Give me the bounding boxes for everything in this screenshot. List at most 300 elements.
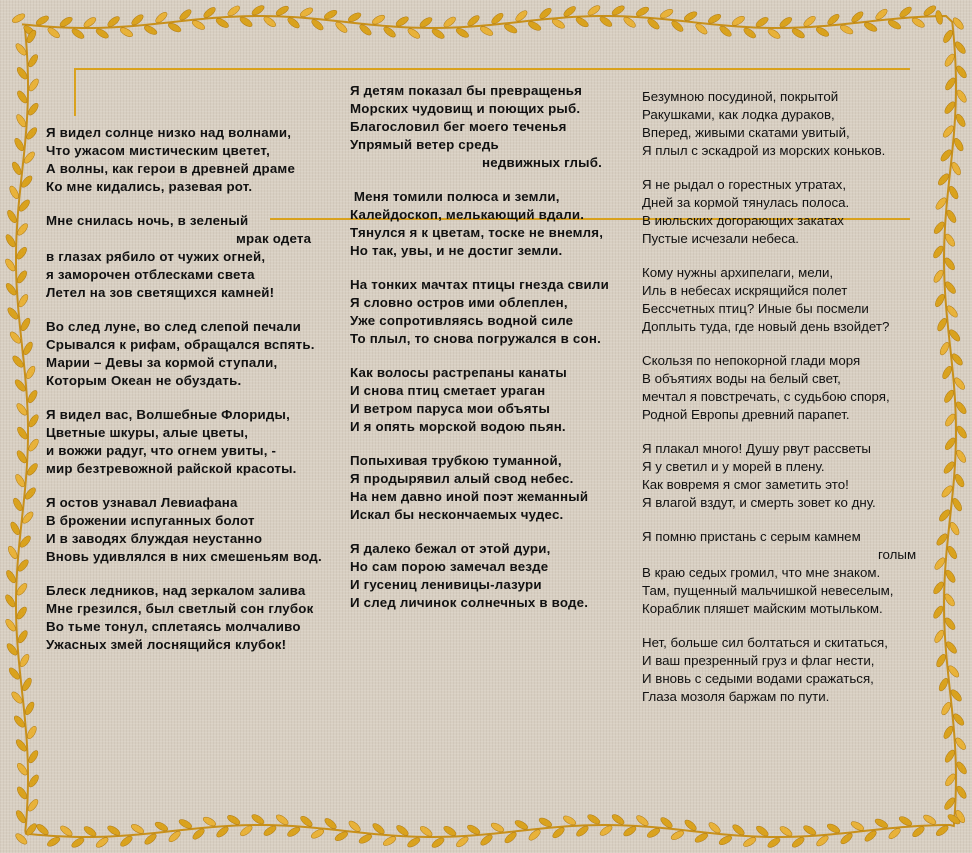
poem-line: Я влагой вздут, и смерть зовет ко дну. <box>642 495 876 510</box>
poem-line: мечтал я повстречать, с судьбою споря, <box>642 389 890 404</box>
leaf <box>943 796 957 811</box>
leaf <box>24 822 38 837</box>
leaf <box>70 836 85 849</box>
leaf <box>944 76 957 91</box>
poem-line: мир безтревожной райской красоты. <box>46 461 297 476</box>
leaf <box>154 10 169 24</box>
leaf <box>952 712 966 727</box>
poem-line: Блеск ледников, над зеркалом залива <box>46 583 306 598</box>
stanza <box>642 634 942 706</box>
stanza <box>642 528 942 618</box>
poem-line: Тянулся я к цветам, тоске не внемля, <box>350 225 604 240</box>
leaf <box>755 824 770 838</box>
leaf <box>6 306 20 321</box>
leaf <box>18 653 31 668</box>
poem-line: Мне снилась ночь, в зеленый <box>46 213 249 228</box>
leaf <box>946 545 959 560</box>
leaf <box>59 15 74 28</box>
poem-line: Я словно остров ими облеплен, <box>350 295 568 310</box>
stanza <box>350 188 640 260</box>
leaf <box>238 15 253 28</box>
poem-line: Я не рыдал о горестных утратах, <box>642 177 847 192</box>
decorative-top-rule <box>74 68 910 70</box>
poem-line: Я детям показал бы превращенья <box>350 83 583 98</box>
leaf <box>538 816 553 828</box>
leaf <box>742 836 757 849</box>
leaf <box>839 832 854 846</box>
leaf <box>791 836 806 849</box>
poem-line: Скользя по непокорной глади моря <box>642 353 861 368</box>
leaf <box>694 22 709 36</box>
leaf <box>27 77 40 92</box>
leaf <box>659 816 674 830</box>
leaf <box>286 825 301 838</box>
leaf <box>670 829 685 841</box>
leaf <box>323 817 338 831</box>
leaf <box>598 15 613 28</box>
leaf <box>945 209 958 224</box>
leaf <box>942 29 955 44</box>
leaf <box>898 5 913 19</box>
leaf <box>948 521 960 536</box>
leaf <box>4 233 17 248</box>
leaf <box>503 831 518 845</box>
leaf <box>951 497 963 512</box>
leaf <box>371 822 386 836</box>
leaf <box>358 833 373 845</box>
leaf <box>418 16 433 29</box>
leaf <box>13 378 27 393</box>
leaf <box>562 5 577 19</box>
leaf <box>275 4 290 17</box>
leaf <box>262 824 277 837</box>
stanza <box>350 540 640 612</box>
leaf <box>13 137 26 152</box>
leaf <box>586 4 601 17</box>
leaf <box>942 460 956 475</box>
leaf <box>694 832 709 844</box>
leaf <box>950 161 962 176</box>
poem-line: Я продырявил алый свод небес. <box>350 471 574 486</box>
leaf <box>911 16 926 29</box>
leaf <box>15 246 28 261</box>
leaf <box>382 25 397 39</box>
poem-line: Срывался к рифам, обращался вспять. <box>46 337 315 352</box>
leaf <box>954 736 968 751</box>
leaf <box>15 113 28 128</box>
leaf <box>20 174 34 189</box>
poem-line: Безумною посудиной, покрытой <box>642 89 839 104</box>
leaf <box>943 256 956 271</box>
poem-line: Мне грезился, был светлый сон глубок <box>46 601 314 616</box>
leaf <box>953 473 966 488</box>
leaf <box>14 42 28 57</box>
leaf <box>551 826 566 840</box>
leaf <box>250 4 265 17</box>
leaf <box>815 834 830 848</box>
leaf <box>941 124 955 139</box>
leaf <box>948 328 962 343</box>
poem-line: Как волосы растрепаны канаты <box>350 365 567 380</box>
leaf <box>7 545 19 560</box>
leaf <box>850 10 865 24</box>
leaf <box>215 825 230 839</box>
leaf <box>466 823 481 836</box>
leaf <box>766 27 781 40</box>
leaf <box>955 64 968 79</box>
leaf <box>815 26 830 39</box>
leaf <box>5 642 19 657</box>
leaf <box>514 9 529 23</box>
leaf <box>15 762 29 777</box>
poem-line: недвижных глыб. <box>482 155 603 170</box>
leaf <box>942 725 955 740</box>
poem-line: Дней за кормой тянулась полоса. <box>642 195 850 210</box>
leaf <box>718 834 733 846</box>
leaf <box>898 815 913 828</box>
decorative-left-rule <box>74 68 76 116</box>
stanza <box>46 494 351 566</box>
poem-line: Я плакал много! Душу рвут рассветы <box>642 441 871 456</box>
leaf <box>7 666 21 681</box>
leaf <box>874 817 889 829</box>
stanza <box>46 124 351 196</box>
poem-line: Глаза мозоля баржам по пути. <box>642 689 830 704</box>
leaf <box>130 823 145 836</box>
leaf <box>15 269 28 284</box>
poem-line: Но сам порою замечал везде <box>350 559 549 574</box>
leaf <box>167 830 182 844</box>
leaf <box>944 412 957 427</box>
leaf <box>22 24 37 38</box>
leaf <box>27 773 40 788</box>
leaf <box>4 257 17 272</box>
leaf <box>419 825 434 838</box>
poem-line: И ваш презренный груз и флаг нести, <box>642 653 875 668</box>
leaf <box>953 376 967 391</box>
leaf <box>479 833 494 847</box>
leaf <box>953 40 967 55</box>
leaf <box>4 282 18 297</box>
leaf <box>10 690 24 705</box>
leaf <box>395 824 410 838</box>
poem-line: Что ужасом мистическим цветет, <box>46 143 271 158</box>
poem-line: Вновь удивлялся в них смешеньям вод. <box>46 549 322 564</box>
poem-line: Ракушками, как лодка дураков, <box>642 107 835 122</box>
leaf <box>646 17 661 31</box>
leaf <box>611 813 626 826</box>
poem-line: Калейдоскоп, мелькающий вдали. <box>350 207 585 222</box>
leaf <box>5 569 18 584</box>
poem-line: Меня томили полюса и земли, <box>350 189 560 204</box>
leaf <box>95 836 110 849</box>
leaf <box>943 389 956 404</box>
leaf <box>874 7 889 21</box>
leaf <box>334 20 349 34</box>
leaf <box>59 824 74 838</box>
leaf <box>26 798 40 813</box>
leaf <box>551 17 566 30</box>
leaf <box>27 102 41 117</box>
poem-line: Которым Океан не обуздать. <box>46 373 242 388</box>
leaf <box>15 449 28 464</box>
leaf <box>95 27 110 40</box>
leaf <box>191 827 206 841</box>
leaf <box>951 16 965 31</box>
poem-line: Кораблик пляшет майским мотыльком. <box>642 601 883 616</box>
poem-line: Доплыть туда, где новый день взойдет? <box>642 319 890 334</box>
leaf <box>22 341 34 356</box>
poem-line: Я у светил и у морей в плену. <box>642 459 825 474</box>
poem-line: И гусениц ленивицы-лазури <box>350 577 542 592</box>
leaf <box>16 558 30 573</box>
leaf <box>586 813 601 826</box>
leaf <box>635 814 650 828</box>
leaf <box>955 89 968 104</box>
poem-line: Я видел вас, Волшебные Флориды, <box>46 407 290 422</box>
poem-column-1 <box>46 124 351 654</box>
leaf <box>299 6 314 19</box>
leaf <box>35 823 50 837</box>
leaf <box>575 16 590 29</box>
leaf <box>4 593 17 608</box>
leaf <box>731 823 746 837</box>
leaf <box>119 834 134 848</box>
poem-line: В брожении испуганных болот <box>46 513 255 528</box>
leaf <box>922 813 937 826</box>
leaf <box>262 15 277 29</box>
poem-column-2 <box>350 82 640 612</box>
leaf <box>275 813 290 827</box>
leaf <box>659 7 674 19</box>
leaf <box>490 821 505 833</box>
leaf <box>562 814 577 827</box>
leaf <box>106 824 121 837</box>
leaf <box>226 4 241 18</box>
poem-line: Морских чудовищ и поющих рыб. <box>350 101 581 116</box>
leaf <box>334 830 349 842</box>
leaf <box>442 824 457 837</box>
leaf <box>479 25 494 37</box>
leaf <box>954 809 967 824</box>
leaf <box>431 27 446 40</box>
leaf <box>802 824 817 837</box>
leaf <box>70 27 85 40</box>
poem-line: Уже сопротивляясь водной силе <box>350 313 574 328</box>
poem-line: Я помню пристань с серым камнем <box>642 529 861 544</box>
leaf <box>622 15 637 29</box>
leaf <box>310 18 325 32</box>
leaf <box>944 233 957 248</box>
poem-line: И след личинок солнечных в воде. <box>350 595 589 610</box>
poem-line: В объятиях воды на белый свет, <box>642 371 841 386</box>
poem-line: Кому нужны архипелаги, мели, <box>642 265 834 280</box>
leaf <box>955 449 968 464</box>
leaf <box>26 389 39 404</box>
leaf <box>954 113 967 128</box>
leaf <box>935 824 950 838</box>
leaf <box>4 618 17 633</box>
leaf <box>16 426 29 441</box>
poem-line: Я плыл с эскадрой из морских коньков. <box>642 143 886 158</box>
leaf <box>954 400 968 415</box>
poem-line: Искал бы нескончаемых чудес. <box>350 507 564 522</box>
leaf <box>953 137 965 152</box>
leaf <box>646 827 661 840</box>
leaf <box>943 749 956 764</box>
stanza <box>46 406 351 478</box>
leaf <box>21 510 35 525</box>
poem-line: И я опять морской водою пьян. <box>350 419 566 434</box>
poem-line: Бессчетных птиц? Иные бы посмели <box>642 301 869 316</box>
poem-line: Как вовремя я смог заметить это! <box>642 477 849 492</box>
poem-column-3 <box>642 88 942 706</box>
leaf <box>742 26 757 40</box>
poem-line: Марии – Девы за кормой ступали, <box>46 355 278 370</box>
leaf <box>26 725 39 740</box>
leaf <box>514 819 529 831</box>
leaf <box>778 15 793 29</box>
leaf <box>455 27 470 40</box>
leaf <box>950 352 964 367</box>
leaf <box>154 820 169 832</box>
poem-line: На тонких мачтах птицы гнезда свили <box>350 277 609 292</box>
leaf <box>15 402 29 417</box>
leaf <box>25 126 39 141</box>
poem-line: В краю седых громил, что мне знаком. <box>642 565 881 580</box>
leaf <box>26 462 40 477</box>
leaf <box>11 354 25 369</box>
stanza <box>350 364 640 436</box>
stanza <box>46 582 351 654</box>
leaf <box>19 317 31 332</box>
leaf <box>202 815 217 827</box>
leaf <box>944 280 958 295</box>
leaf <box>23 486 37 501</box>
leaf <box>944 772 957 787</box>
leaf <box>323 8 338 20</box>
poem-line: Цветные шкуры, алые цветы, <box>46 425 249 440</box>
stanza <box>46 318 351 390</box>
leaf <box>922 4 937 17</box>
leaf <box>430 836 445 849</box>
leaf <box>15 605 28 620</box>
leaf <box>14 809 27 824</box>
poem-line: На нем давно иной поэт жеманный <box>350 489 589 504</box>
leaf <box>731 14 746 27</box>
stanza <box>642 176 942 248</box>
leaf <box>8 330 22 345</box>
leaf <box>683 818 698 832</box>
leaf <box>949 688 963 703</box>
poem-line: Попыхивая трубкою туманной, <box>350 453 562 468</box>
leaf <box>683 10 698 22</box>
leaf <box>791 27 806 40</box>
leaf <box>826 12 841 26</box>
stanza <box>350 452 640 524</box>
leaf <box>839 23 854 35</box>
poem-line: И снова птиц сметает ураган <box>350 383 546 398</box>
poem-line: мрак одета <box>236 231 312 246</box>
leaf <box>23 701 35 716</box>
leaf <box>24 365 36 380</box>
leaf <box>887 18 902 31</box>
leaf <box>766 836 781 849</box>
leaf <box>707 821 722 835</box>
leaf <box>35 14 50 27</box>
leaf <box>455 835 470 849</box>
leaf <box>25 29 37 44</box>
leaf <box>940 484 954 499</box>
leaf <box>16 629 29 644</box>
leaf <box>11 161 23 176</box>
leaf <box>11 12 26 24</box>
leaf <box>599 824 614 837</box>
leaf <box>12 497 24 512</box>
leaf <box>215 17 230 30</box>
leaf <box>27 749 40 764</box>
poem-line: Во след луне, во след слепой печали <box>46 319 302 334</box>
leaf <box>943 616 957 631</box>
poem-line: и вожжи радуг, что огнем увиты, - <box>46 443 277 458</box>
poem-line: Иль в небесах искрящийся полет <box>642 283 848 298</box>
leaf <box>670 19 685 33</box>
poem-line: В июльских догорающих закатах <box>642 213 844 228</box>
leaf <box>490 11 505 25</box>
poem-line: И вновь с седыми водами сражаться, <box>642 671 874 686</box>
leaf <box>754 15 769 28</box>
leaf <box>802 14 817 28</box>
leaf <box>945 304 959 319</box>
leaf <box>15 66 29 81</box>
leaf <box>21 677 33 692</box>
leaf <box>955 785 968 800</box>
poem-line: Я далеко бежал от этой дури, <box>350 541 551 556</box>
leaf <box>27 413 40 428</box>
poem-line: Нет, больше сил болтаться и скитаться, <box>642 635 888 650</box>
leaf <box>538 6 553 20</box>
leaf <box>167 21 182 33</box>
leaf <box>130 13 145 27</box>
leaf <box>347 11 362 23</box>
leaf <box>27 438 40 453</box>
leaf <box>16 222 30 237</box>
leaf <box>347 819 362 833</box>
leaf <box>14 473 27 488</box>
leaf <box>143 24 158 36</box>
leaf <box>191 19 206 32</box>
poem-line: Благословил бег моего теченья <box>350 119 567 134</box>
leaf <box>943 592 956 607</box>
leaf <box>239 824 254 838</box>
poem-line: Я видел солнце низко над волнами, <box>46 125 292 140</box>
leaf <box>945 640 959 655</box>
leaf <box>371 13 386 26</box>
leaf <box>14 832 29 846</box>
leaf <box>527 828 542 842</box>
leaf <box>15 582 29 597</box>
leaf <box>850 820 865 832</box>
leaf <box>943 53 956 68</box>
poem-line: Но так, увы, и не достиг земли. <box>350 243 563 258</box>
stanza <box>642 264 942 336</box>
leaf <box>178 8 193 22</box>
leaf <box>382 835 397 848</box>
leaf <box>14 738 28 753</box>
poem-line: голым <box>878 547 917 562</box>
leaf <box>119 26 134 39</box>
leaf <box>106 15 121 29</box>
